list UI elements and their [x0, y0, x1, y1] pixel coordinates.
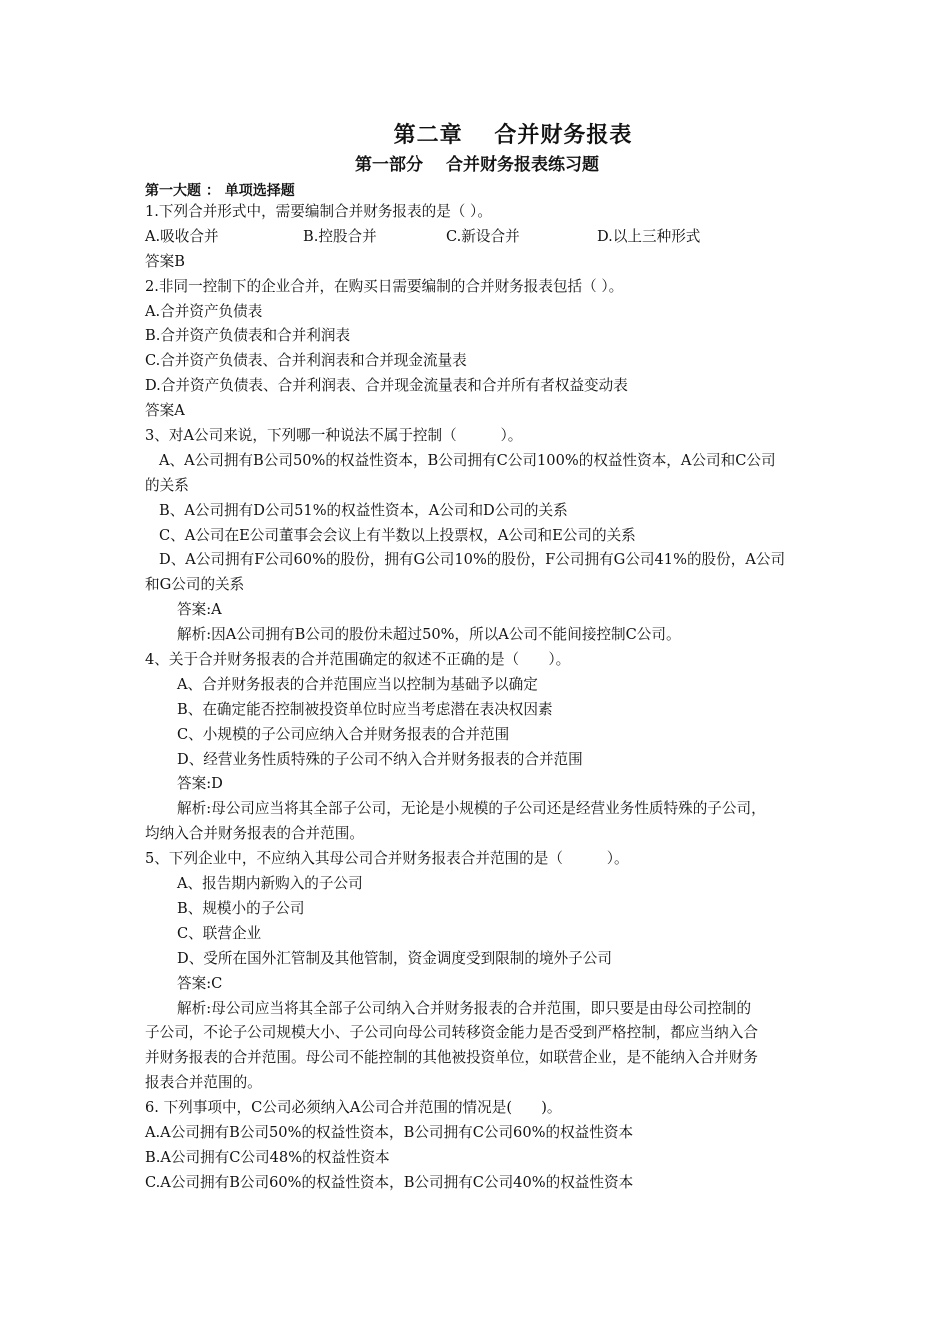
option-c: C、A公司在E公司董事会会议上有半数以上投票权，A公司和E公司的关系 [159, 526, 636, 544]
option-a: A.吸收合并 [145, 227, 219, 245]
option-a: A.合并资产负债表 [145, 302, 263, 320]
question-6-stem: 6. 下列事项中，C公司必须纳入A公司合并范围的情况是( )。 [145, 1099, 562, 1117]
option-c: C.A公司拥有B公司60%的权益性资本，B公司拥有C公司40%的权益性资本 [145, 1173, 634, 1191]
option-b: B.合并资产负债表和合并利润表 [145, 327, 351, 345]
option-b: B、在确定能否控制被投资单位时应当考虑潜在表决权因素 [177, 700, 553, 718]
question-5-analysis-continued: 报表合并范围的。 [145, 1074, 262, 1092]
question-4-answer: 答案:D [177, 775, 223, 793]
question-4-analysis: 解析:母公司应当将其全部子公司，无论是小规模的子公司还是经营业务性质特殊的子公司， [177, 800, 766, 818]
question-5-analysis-continued: 并财务报表的合并范围。母公司不能控制的其他被投资单位，如联营企业，是不能纳入合并财务 [145, 1049, 758, 1067]
option-c: C、联营企业 [177, 924, 262, 942]
question-2-answer: 答案A [145, 402, 185, 420]
part-subtitle: 第一部分 合并财务报表练习题 [355, 155, 599, 175]
question-3-stem: 3、对A公司来说，下列哪一种说法不属于控制（ ）。 [145, 427, 523, 445]
option-d: D.合并资产负债表、合并利润表、合并现金流量表和合并所有者权益变动表 [145, 377, 628, 395]
option-d: D、经营业务性质特殊的子公司不纳入合并财务报表的合并范围 [177, 750, 583, 768]
option-c: C.合并资产负债表、合并利润表和合并现金流量表 [145, 352, 467, 370]
question-2-stem: 2.非同一控制下的企业合并，在购买日需要编制的合并财务报表包括（ ）。 [145, 277, 624, 295]
question-5-stem: 5、下列企业中，不应纳入其母公司合并财务报表合并范围的是（ ）。 [145, 850, 629, 868]
option-b: B.A公司拥有C公司48%的权益性资本 [145, 1148, 390, 1166]
question-1-stem: 1.下列合并形式中，需要编制合并财务报表的是（ ）。 [145, 203, 492, 220]
question-4-stem: 4、关于合并财务报表的合并范围确定的叙述不正确的是（ ）。 [145, 651, 571, 669]
question-3-answer: 答案:A [177, 601, 222, 619]
option-b: B、A公司拥有D公司51%的权益性资本，A公司和D公司的关系 [159, 501, 568, 519]
option-b: B.控股合并 [303, 227, 377, 245]
question-5-answer: 答案:C [177, 974, 223, 992]
option-a: A.A公司拥有B公司50%的权益性资本，B公司拥有C公司60%的权益性资本 [145, 1123, 634, 1141]
section-heading: 第一大题 ： 单项选择题 [145, 183, 295, 199]
option-c: C.新设合并 [446, 227, 520, 245]
option-c: C、小规模的子公司应纳入合并财务报表的合并范围 [177, 725, 510, 743]
chapter-title: 第二章 合并财务报表 [393, 123, 633, 148]
question-1-answer: 答案B [145, 252, 185, 270]
question-5-analysis: 解析:母公司应当将其全部子公司纳入合并财务报表的合并范围，即只要是由母公司控制的 [177, 999, 752, 1017]
option-d-continued: 和G公司的关系 [145, 576, 245, 594]
option-d: D、受所在国外汇管制及其他管制，资金调度受到限制的境外子公司 [177, 949, 612, 967]
option-a: A、合并财务报表的合并范围应当以控制为基础予以确定 [177, 675, 538, 693]
question-1-options [145, 225, 845, 250]
option-a: A、A公司拥有B公司50%的权益性资本，B公司拥有C公司100%的权益性资本，A公司和C公司 [159, 451, 776, 469]
option-d: D.以上三种形式 [597, 227, 701, 245]
document-body [145, 200, 845, 1196]
option-b: B、规模小的子公司 [177, 899, 305, 917]
question-5-analysis-continued: 子公司，不论子公司规模大小、子公司向母公司转移资金能力是否受到严格控制，都应当纳入合 [145, 1024, 758, 1042]
question-3-analysis: 解析:因A公司拥有B公司的股份未超过50%，所以A公司不能间接控制C公司。 [177, 626, 681, 644]
option-a-continued: 的关系 [145, 476, 189, 494]
option-d: D、A公司拥有F公司60%的股份，拥有G公司10%的股份，F公司拥有G公司41%的股份，A公司 [159, 551, 786, 569]
question-4-analysis-continued: 均纳入合并财务报表的合并范围。 [145, 825, 364, 843]
option-a: A、报告期内新购入的子公司 [177, 875, 363, 893]
